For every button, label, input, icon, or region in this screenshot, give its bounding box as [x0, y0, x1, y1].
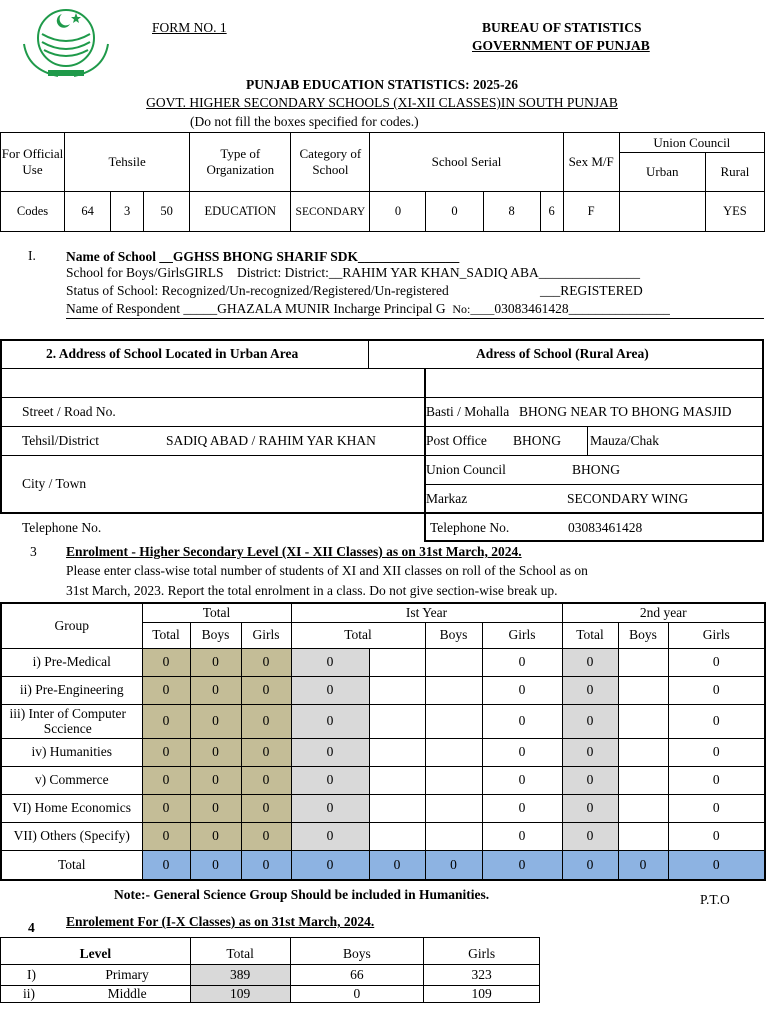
district-underline: _______________ — [538, 265, 641, 280]
basti-value[interactable]: BHONG NEAR TO BHONG MASJID — [519, 404, 732, 419]
second-year-total-header: Total — [562, 622, 618, 648]
rural-line — [424, 426, 764, 427]
group-row-label: iii) Inter of Computer Sccience — [1, 704, 142, 738]
codes-note: (Do not fill the boxes specified for codes.) — [190, 114, 419, 129]
school-type-line — [66, 265, 640, 281]
phone-value[interactable]: 03083461428 — [494, 301, 569, 316]
respondent-label: Name of Respondent _____ — [66, 301, 218, 316]
enrolment-cell: 0 — [562, 822, 618, 850]
section-3-number: 3 — [30, 544, 37, 559]
rural-telephone-value[interactable]: 03083461428 — [568, 520, 643, 535]
union-council-header: Union Council — [619, 133, 764, 153]
first-year-boys-header: Boys — [425, 622, 482, 648]
tehsil-district-value[interactable]: SADIQ ABAD / RAHIM YAR KHAN — [166, 433, 376, 448]
mauza-label: Mauza/Chak — [590, 433, 659, 448]
school-serial-cell[interactable]: 0 — [370, 192, 426, 232]
enrolment-cell[interactable]: 0 — [668, 676, 765, 704]
city-label: City / Town — [22, 476, 87, 491]
district-value[interactable]: RAHIM YAR KHAN_SADIQ ABA — [342, 265, 539, 280]
boys-girls-value[interactable]: GIRLS — [184, 265, 224, 280]
school-name-line — [66, 249, 459, 265]
enrolment-cell[interactable] — [618, 704, 668, 738]
section-3-description: 31st March, 2023. Report the total enrolment in a class. Do not give section-wise break up. — [66, 583, 558, 598]
page-subtitle: GOVT. HIGHER SECONDARY SCHOOLS (XI-XII CLASSES)IN SOUTH PUNJAB — [146, 95, 618, 110]
enrolment-cell: 0 — [291, 794, 369, 822]
urban-address-header: 2. Address of School Located in Urban Area — [46, 346, 299, 361]
total-total-header: Total — [142, 622, 190, 648]
enrolment-cell[interactable]: 0 — [668, 704, 765, 738]
school-serial-cell[interactable]: 8 — [483, 192, 540, 232]
enrolment-cell[interactable]: 0 — [668, 822, 765, 850]
level-boys-cell[interactable]: 66 — [290, 965, 424, 986]
first-year-total-header: Total — [291, 622, 425, 648]
school-name-underline: _______________ — [358, 249, 460, 264]
rural-cell[interactable]: YES — [705, 192, 764, 232]
tehsil-code-cell[interactable]: 64 — [65, 192, 111, 232]
phone-label: No:____ — [452, 302, 495, 316]
punjab-emblem — [18, 4, 114, 82]
enrolment-cell[interactable] — [425, 648, 482, 676]
post-office-value[interactable]: BHONG — [513, 433, 562, 448]
section-3-description: Please enter class-wise total number of students of XI and XII classes on roll of the School as on — [66, 563, 588, 578]
union-council-label: Union Council — [426, 462, 506, 477]
total-header: Total — [190, 938, 290, 965]
school-serial-cell[interactable]: 0 — [426, 192, 483, 232]
school-category-header: Category of School — [291, 133, 370, 192]
enrolment-cell: 0 — [142, 822, 190, 850]
boys-header: Boys — [290, 938, 424, 965]
enrolment-cell: 0 — [291, 704, 369, 738]
enrolment-cell: 0 — [291, 822, 369, 850]
markaz-label: Markaz — [426, 491, 468, 506]
urban-cell[interactable] — [619, 192, 705, 232]
rural-header: Rural — [705, 153, 764, 192]
respondent-value[interactable]: GHAZALA MUNIR Incharge Principal G — [217, 301, 446, 316]
girls-header: Girls — [424, 938, 540, 965]
bureau-title: BUREAU OF STATISTICS — [482, 20, 642, 35]
school-name-label: Name of School __ — [66, 249, 173, 264]
street-label: Street / Road No. — [22, 404, 116, 419]
post-office-label: Post Office — [426, 433, 487, 448]
level-total-cell: 109 — [190, 986, 290, 1003]
government-title: GOVERNMENT OF PUNJAB — [472, 38, 650, 53]
second-year-girls-header: Girls — [668, 622, 765, 648]
tehsil-code-cell[interactable]: 3 — [111, 192, 144, 232]
enrolment-cell: 0 — [241, 822, 291, 850]
enrolment-cell: 0 — [190, 822, 241, 850]
district-label: District: District:__ — [237, 265, 343, 280]
enrolment-cell: 0 — [142, 738, 190, 766]
enrolment-cell: 0 — [241, 704, 291, 738]
total-row-cell: 0 — [562, 850, 618, 880]
enrolment-cell[interactable] — [369, 676, 425, 704]
address-header-split — [368, 339, 369, 368]
enrolment-cell: 0 — [241, 676, 291, 704]
enrolment-cell[interactable]: 0 — [482, 648, 562, 676]
urban-line — [0, 397, 424, 398]
group-row-label: ii) Pre-Engineering — [1, 676, 142, 704]
group-row-label: iv) Humanities — [1, 738, 142, 766]
enrolment-cell: 0 — [241, 794, 291, 822]
level-total-cell: 389 — [190, 965, 290, 986]
urban-line — [0, 512, 424, 513]
enrolment-cell[interactable]: 0 — [482, 676, 562, 704]
tehsil-district-label: Tehsil/District — [22, 433, 100, 448]
section-3-title: Enrolment - Higher Secondary Level (XI - XII Classes) as on 31st March, 2024. — [66, 544, 522, 559]
enrolment-cell[interactable]: 0 — [482, 794, 562, 822]
level-girls-cell[interactable]: 323 — [424, 965, 540, 986]
enrolment-cell[interactable] — [369, 794, 425, 822]
school-category-cell[interactable]: SECONDARY — [291, 192, 370, 232]
group-row-label: VI) Home Economics — [1, 794, 142, 822]
level-row-number: I) — [1, 965, 65, 986]
total-row-cell: 0 — [482, 850, 562, 880]
enrolment-cell: 0 — [291, 648, 369, 676]
total-row-cell: 0 — [291, 850, 369, 880]
form-number: FORM NO. 1 — [152, 20, 227, 35]
telephone-row-bottom — [424, 512, 764, 542]
urban-line — [0, 426, 424, 427]
total-row-cell: 0 — [618, 850, 668, 880]
total-row-cell: 0 — [668, 850, 765, 880]
enrolment-cell: 0 — [142, 766, 190, 794]
first-year-girls-header: Girls — [482, 622, 562, 648]
sex-header: Sex M/F — [563, 133, 619, 192]
enrolment-cell: 0 — [190, 648, 241, 676]
page-title: PUNJAB EDUCATION STATISTICS: 2025-26 — [246, 77, 518, 92]
urban-header: Urban — [619, 153, 705, 192]
humanities-note: Note:- General Science Group Should be included in Humanities. — [114, 887, 490, 902]
school-name-value[interactable]: GGHSS BHONG SHARIF SDK — [172, 249, 359, 264]
codes-table — [0, 132, 765, 232]
enrolment-cell[interactable] — [369, 766, 425, 794]
enrolment-cell[interactable] — [369, 704, 425, 738]
enrolment-cell[interactable] — [369, 648, 425, 676]
urban-line — [0, 455, 424, 456]
enrolment-cell[interactable] — [425, 738, 482, 766]
urban-telephone-label: Telephone No. — [22, 520, 102, 535]
respondent-line — [66, 301, 670, 317]
section-4-number: 4 — [28, 920, 35, 935]
enrolment-cell: 0 — [142, 704, 190, 738]
pto-label: P.T.O — [700, 892, 730, 907]
enrolment-cell: 0 — [190, 794, 241, 822]
enrolment-cell[interactable]: 0 — [482, 766, 562, 794]
enrolment-cell: 0 — [190, 676, 241, 704]
section-1-divider — [66, 318, 764, 319]
enrolment-cell[interactable] — [425, 676, 482, 704]
group-row-label: i) Pre-Medical — [1, 648, 142, 676]
section-1-number: I. — [28, 248, 36, 263]
total-row-cell: 0 — [190, 850, 241, 880]
enrolment-cell[interactable] — [369, 738, 425, 766]
markaz-value[interactable]: SECONDARY WING — [567, 491, 689, 506]
enrolment-cell: 0 — [562, 648, 618, 676]
enrolment-cell[interactable] — [618, 676, 668, 704]
union-council-value[interactable]: BHONG — [572, 462, 621, 477]
enrolment-cell: 0 — [241, 648, 291, 676]
enrolment-cell[interactable] — [618, 794, 668, 822]
enrolment-cell[interactable] — [425, 704, 482, 738]
rural-line — [424, 455, 764, 456]
enrolment-cell: 0 — [562, 676, 618, 704]
rural-telephone-label: Telephone No. — [430, 520, 510, 535]
group-header: Group — [1, 603, 142, 648]
enrolment-cell[interactable]: 0 — [668, 766, 765, 794]
status-value[interactable]: ___REGISTERED — [540, 283, 643, 298]
rural-line — [424, 397, 764, 398]
enrolment-cell: 0 — [562, 704, 618, 738]
enrolment-cell[interactable]: 0 — [482, 704, 562, 738]
enrolment-cell: 0 — [291, 766, 369, 794]
section-4-title: Enrolement For (I-X Classes) as on 31st March, 2024. — [66, 914, 375, 929]
boys-girls-label: School for Boys/Girls — [66, 265, 185, 280]
enrolment-cell[interactable]: 0 — [668, 794, 765, 822]
address-header-divider — [0, 368, 764, 369]
total-row-cell: 0 — [142, 850, 190, 880]
enrolment-cell: 0 — [291, 738, 369, 766]
level-boys-cell[interactable]: 0 — [290, 986, 424, 1003]
enrolment-table — [0, 602, 766, 881]
official-use-header: For Official Use — [1, 133, 65, 192]
level-row-label: Primary — [64, 965, 190, 986]
group-row-label: v) Commerce — [1, 766, 142, 794]
primary-middle-table — [0, 937, 540, 1003]
enrolment-cell: 0 — [190, 766, 241, 794]
enrolment-cell[interactable] — [425, 766, 482, 794]
enrolment-cell[interactable] — [618, 822, 668, 850]
organization-type-header: Type of Organization — [190, 133, 291, 192]
enrolment-cell: 0 — [562, 738, 618, 766]
enrolment-cell: 0 — [241, 766, 291, 794]
rural-line — [424, 484, 764, 485]
total-row-cell: 0 — [369, 850, 425, 880]
second-year-header: 2nd year — [562, 603, 765, 622]
level-row-number: ii) — [23, 986, 35, 1001]
enrolment-cell[interactable] — [369, 822, 425, 850]
enrolment-cell: 0 — [142, 648, 190, 676]
enrolment-cell[interactable]: 0 — [482, 822, 562, 850]
total-header: Total — [142, 603, 291, 622]
enrolment-cell: 0 — [562, 766, 618, 794]
school-serial-header: School Serial — [370, 133, 563, 192]
organization-type-cell[interactable]: EDUCATION — [190, 192, 291, 232]
level-girls-cell[interactable]: 109 — [424, 986, 540, 1003]
enrolment-cell[interactable] — [618, 648, 668, 676]
basti-label: Basti / Mohalla — [426, 404, 510, 419]
level-header: Level — [1, 938, 191, 965]
second-year-boys-header: Boys — [618, 622, 668, 648]
enrolment-cell[interactable] — [618, 738, 668, 766]
total-row-cell: 0 — [425, 850, 482, 880]
level-row-label: Middle — [64, 986, 190, 1003]
enrolment-cell: 0 — [241, 738, 291, 766]
mauza-divider — [587, 426, 588, 455]
total-row-cell: 0 — [241, 850, 291, 880]
enrolment-cell[interactable] — [618, 766, 668, 794]
enrolment-cell: 0 — [142, 794, 190, 822]
enrolment-cell[interactable] — [425, 794, 482, 822]
tehsil-code-cell[interactable]: 50 — [144, 192, 190, 232]
phone-underline: _______________ — [568, 301, 670, 316]
tehsile-header: Tehsile — [65, 133, 190, 192]
group-row-label: VII) Others (Specify) — [1, 822, 142, 850]
status-label: Status of School: Recognized/Un-recognized/Registered/Un-registered — [66, 283, 449, 298]
rural-address-header: Adress of School (Rural Area) — [476, 346, 649, 361]
enrolment-cell[interactable]: 0 — [482, 738, 562, 766]
enrolment-cell: 0 — [291, 676, 369, 704]
total-row-label: Total — [1, 850, 142, 880]
first-year-header: Ist Year — [291, 603, 562, 622]
enrolment-cell[interactable]: 0 — [668, 738, 765, 766]
school-serial-cell[interactable]: 6 — [540, 192, 563, 232]
sex-cell[interactable]: F — [563, 192, 619, 232]
total-boys-header: Boys — [190, 622, 241, 648]
codes-row-label: Codes — [1, 192, 65, 232]
enrolment-cell: 0 — [190, 704, 241, 738]
enrolment-cell: 0 — [190, 738, 241, 766]
enrolment-cell: 0 — [562, 794, 618, 822]
enrolment-cell: 0 — [142, 676, 190, 704]
enrolment-cell[interactable] — [425, 822, 482, 850]
total-girls-header: Girls — [241, 622, 291, 648]
enrolment-cell[interactable]: 0 — [668, 648, 765, 676]
